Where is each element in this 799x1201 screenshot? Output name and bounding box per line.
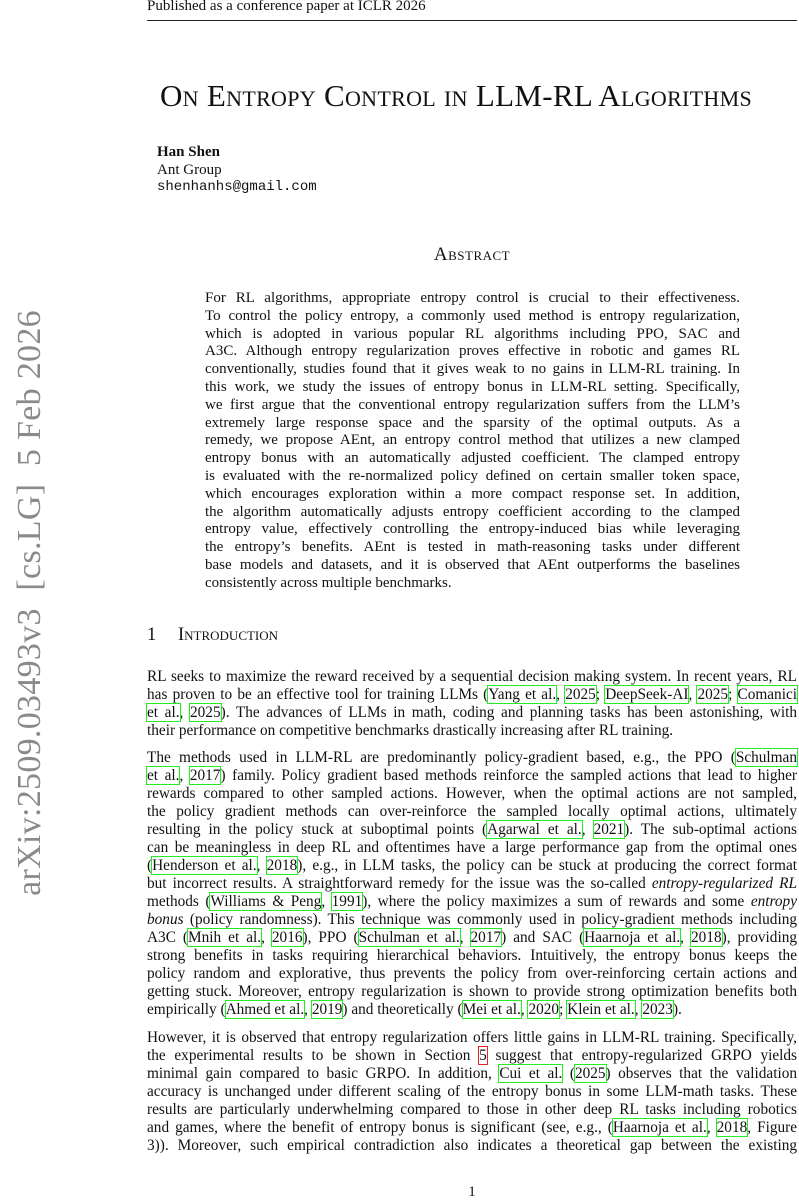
text-run: , [256, 857, 267, 874]
text-run: ), e.g., in LLM tasks, the policy can be stuck at producing the correct format [297, 857, 797, 874]
citation-link[interactable]: 2017 [470, 929, 502, 946]
citation-link[interactable]: Agarwal et al. [487, 821, 582, 838]
citation-link[interactable]: Comanici [737, 686, 797, 703]
text-line [147, 1137, 797, 1155]
text-run: , [459, 929, 471, 946]
abstract-line: base models and datasets, and it is observed that AEnt outperforms the baselines [205, 556, 740, 573]
text-run: ) observes that the validation [605, 1065, 797, 1082]
citation-link[interactable]: 2025 [565, 686, 596, 703]
text-line [147, 686, 797, 704]
abstract-line: which encourages exploration within a more compact response set. In addition, [205, 485, 740, 502]
text-run: can be meaningless in deep RL and oftentimes have a large performance gap from the optimal ones [147, 839, 797, 856]
citation-link[interactable]: 2021 [593, 821, 625, 838]
text-run: the policy gradient methods can over-reinforce the sampled locally optimal actions, ultimately [147, 803, 797, 820]
text-run: and games, where the benefit of entropy bonus is significant (see, e.g., ( [147, 1119, 613, 1136]
text-line [147, 1029, 797, 1047]
citation-link[interactable]: Schulman [735, 749, 797, 766]
text-run: methods ( [147, 893, 211, 910]
abstract-line: A3C. Although entropy regularization proves effective in robotic and games RL [205, 343, 740, 360]
citation-link[interactable]: Henderson et al. [152, 857, 257, 874]
citation-link[interactable]: Yang et al. [488, 686, 557, 703]
text-run: ; [559, 1001, 568, 1018]
citation-link[interactable]: 2017 [189, 767, 221, 784]
citation-link[interactable]: Mei et al. [462, 1001, 521, 1018]
text-run: RL seeks to maximize the reward received by a sequential decision making system. In recent years, RL [147, 668, 797, 685]
citation-link[interactable]: DeepSeek-AI [605, 686, 689, 703]
text-run: minimal gain compared to basic GRPO. In addition, [147, 1065, 500, 1082]
author-name: Han Shen [157, 144, 220, 160]
text-line [147, 704, 797, 722]
section-number: 1 [147, 625, 157, 645]
text-run: getting stuck. Moreover, entropy regularization is shown to provide strong optimization benefits both [147, 983, 797, 1000]
text-run: A3C ( [147, 929, 188, 946]
text-run: ) and SAC ( [501, 929, 585, 946]
text-run: policy random and explorative, thus prevents the policy from over-reinforcing certain actions and [147, 965, 797, 982]
abstract-line: entropy bonus with an automatically adjusted coefficient. The clamped entropy [205, 450, 740, 467]
text-line [147, 1065, 797, 1083]
abstract-line: the entropy’s benefits. AEnt is tested in math-reasoning tasks under different [205, 539, 740, 556]
running-head: Published as a conference paper at ICLR 2026 [147, 0, 426, 14]
text-run: (policy randomness). This technique was commonly used in policy-gradient methods including [183, 911, 797, 928]
emphasized-text: bonus [147, 911, 184, 928]
abstract-line: To control the policy entropy, a commonly used method is entropy regularization, [205, 307, 740, 324]
text-line [147, 1119, 797, 1137]
text-line [147, 767, 797, 785]
intro-paragraph [147, 749, 797, 1019]
text-run: has proven to be an effective tool for training LLMs ( [147, 686, 489, 703]
text-run: rewards compared to other sampled actions. However, when the optimal actions are not sampled, [147, 785, 797, 802]
text-run: accuracy is unchanged under different scaling of the entropy bonus in some LLM-math tasks. These [147, 1083, 797, 1100]
text-line [147, 857, 797, 875]
citation-link[interactable]: 2025 [190, 704, 221, 721]
text-run: , Figure [747, 1119, 798, 1136]
text-run: ). [672, 1001, 682, 1018]
abstract-heading: Abstract [433, 244, 511, 265]
arxiv-identifier: arXiv:2509.03493v3 [cs.LG] 5 Feb 2026 [11, 310, 48, 896]
text-run: , [321, 893, 332, 910]
header-rule [147, 20, 797, 21]
abstract-line: the algorithm automatically adjusts entropy coefficient according to the clamped [205, 503, 740, 520]
author-block [157, 144, 317, 197]
text-line [147, 722, 797, 740]
citation-link[interactable]: Williams & Peng [210, 893, 322, 910]
text-run: ) family. Policy gradient based methods reinforce the sampled actions that lead to higher [220, 767, 798, 784]
text-run: The methods used in LLM-RL are predominantly policy-gradient based, e.g., the PPO ( [147, 749, 736, 766]
citation-link[interactable]: 2016 [271, 929, 303, 946]
citation-link[interactable]: 2020 [528, 1001, 560, 1018]
abstract-body [205, 290, 740, 593]
text-line [147, 821, 797, 839]
citation-link[interactable]: Klein et al. [567, 1001, 635, 1018]
abstract-line: conventionally, studies found that it gives weak to no gains in LLM-RL training. In [205, 361, 740, 378]
text-line [147, 965, 797, 983]
abstract-line: remedy, we propose AEnt, an entropy control method that utilizes a new clamped [205, 432, 740, 449]
text-run: , [261, 929, 272, 946]
text-run: ; [595, 686, 606, 703]
text-run: suggest that entropy-regularized GRPO yields [486, 1047, 798, 1064]
citation-link[interactable]: Schulman et al. [358, 929, 460, 946]
citation-link[interactable]: 1991 [331, 893, 363, 910]
abstract-line: this work, we study the issues of entropy bonus in LLM-RL setting. Specifically, [205, 378, 740, 395]
intro-paragraph [147, 668, 797, 740]
text-run: ; [728, 686, 738, 703]
page-number: 1 [468, 1184, 476, 1200]
citation-link[interactable]: et al. [147, 767, 180, 784]
text-run: , [304, 1001, 312, 1018]
abstract-line: entropy value, effectively controlling the entropy-induced bias while leveraging [205, 521, 740, 538]
abstract-line: For RL algorithms, appropriate entropy control is crucial to their effectiveness. [205, 290, 740, 306]
citation-link[interactable]: 2018 [716, 1119, 748, 1136]
text-run: , [179, 704, 190, 721]
text-run: ) and theoretically ( [342, 1001, 463, 1018]
paper-title: On Entropy Control in LLM-RL Algorithms [159, 78, 752, 113]
citation-link[interactable]: Haarnoja et al. [612, 1119, 707, 1136]
abstract-line: we first argue that the conventional entropy regularization suffers from the LLM’s [205, 396, 740, 413]
text-line [147, 947, 797, 965]
citation-link[interactable]: 2018 [691, 929, 722, 946]
text-run: ), PPO ( [302, 929, 359, 946]
citation-link[interactable]: Mnih et al. [188, 929, 262, 946]
text-run: empirically ( [147, 1001, 226, 1018]
text-line [147, 839, 797, 857]
text-line [147, 983, 797, 1001]
text-run: ( [562, 1065, 575, 1082]
citation-link[interactable]: 2025 [574, 1065, 606, 1082]
text-line [147, 803, 797, 821]
text-run: but incorrect results. A straightforward remedy for the issue was the so-called [147, 875, 652, 892]
text-run: ( [147, 857, 153, 874]
text-run: , [179, 767, 190, 784]
text-run: their performance on competitive benchmarks drastically increasing after RL training. [147, 722, 674, 739]
text-line [147, 785, 797, 803]
text-line [147, 1083, 797, 1101]
text-run: the experimental results to be shown in Section [147, 1047, 480, 1064]
text-run: ). The advances of LLMs in math, coding and planning tasks has been astonishing, with [220, 704, 797, 721]
abstract-line: is evaluated with the re-normalized policy defined on certain smaller token space, [205, 467, 740, 484]
abstract-line: extremely large response space and the sparsity of the optimal outputs. As a [205, 414, 740, 431]
citation-link[interactable]: 2018 [266, 857, 298, 874]
text-run: , [581, 821, 594, 838]
author-affiliation: Ant Group [157, 161, 222, 178]
text-run: , [706, 1119, 717, 1136]
emphasized-text: entropy [750, 893, 797, 910]
text-run: However, it is observed that entropy regularization offers little gains in LLM-RL training. Specifically, [147, 1029, 797, 1046]
text-line [147, 1047, 797, 1065]
text-run: results are particularly underwhelming compared to those in other deep RL tasks including robotics [147, 1101, 797, 1118]
text-run: , [688, 686, 698, 703]
text-line [147, 1001, 797, 1019]
text-run: , [520, 1001, 529, 1018]
abstract-line: which is adopted in various popular RL algorithms including PPO, SAC and [205, 325, 740, 342]
text-run: , [556, 686, 566, 703]
text-line [147, 875, 797, 893]
section-heading-introduction [147, 625, 278, 646]
text-run: ). The sub-optimal actions [624, 821, 797, 838]
text-run: , [680, 929, 691, 946]
citation-link[interactable]: 2019 [311, 1001, 343, 1018]
text-line [147, 929, 797, 947]
text-line [147, 911, 797, 929]
citation-link[interactable]: 2023 [642, 1001, 673, 1018]
text-run: resulting in the policy stuck at suboptimal points ( [147, 821, 488, 838]
text-run: ), where the policy maximizes a sum of rewards and some [362, 893, 751, 910]
text-run: strong benefits in tasks requiring hierarchical behaviors. Intuitively, the entropy bonus keeps the [147, 947, 797, 964]
text-line [147, 668, 797, 686]
text-run: , [634, 1001, 643, 1018]
text-run: ), providing [721, 929, 798, 946]
citation-link[interactable]: et al. [147, 704, 180, 721]
citation-link[interactable]: Ahmed et al. [225, 1001, 305, 1018]
emphasized-text: entropy-regularized RL [651, 875, 797, 892]
text-line [147, 893, 797, 911]
author-email[interactable]: shenhanhs@gmail.com [157, 179, 317, 195]
citation-link[interactable]: Cui et al. [499, 1065, 563, 1082]
section-title: Introduction [178, 625, 279, 645]
text-line [147, 1101, 797, 1119]
abstract-line: consistently across multiple benchmarks. [205, 574, 452, 591]
citation-link[interactable]: 2025 [697, 686, 729, 703]
citation-link[interactable]: Haarnoja et al. [584, 929, 681, 946]
text-run: 3)). Moreover, such empirical contradiction also indicates a theoretical gap between the existing [147, 1137, 797, 1154]
section-reference-link[interactable]: 5 [479, 1047, 487, 1064]
intro-paragraph [147, 1029, 797, 1155]
text-line [147, 749, 797, 767]
